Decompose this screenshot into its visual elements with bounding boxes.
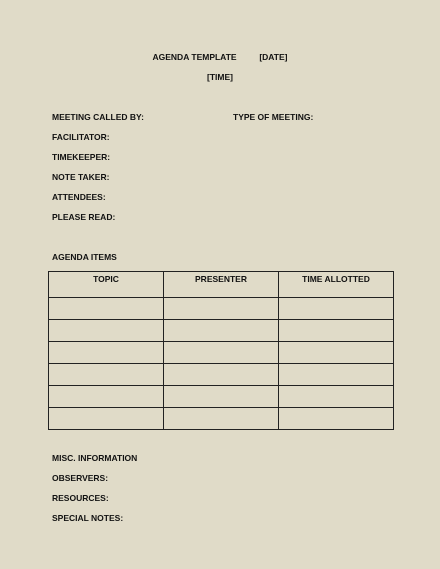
table-row <box>49 364 394 386</box>
timekeeper-label: TIMEKEEPER: <box>52 152 111 162</box>
table-cell <box>49 342 164 364</box>
type-of-meeting-label: TYPE OF MEETING: <box>233 112 314 122</box>
table-cell <box>279 408 394 430</box>
column-header-presenter: PRESENTER <box>164 272 279 298</box>
table-cell <box>49 386 164 408</box>
table-row <box>49 386 394 408</box>
table-row <box>49 298 394 320</box>
table-row <box>49 320 394 342</box>
title-row <box>0 52 440 62</box>
misc-information-label: MISC. INFORMATION <box>52 453 138 463</box>
table-cell <box>279 342 394 364</box>
date-placeholder: [DATE] <box>259 52 288 62</box>
table-cell <box>164 342 279 364</box>
table-cell <box>164 364 279 386</box>
table-cell <box>49 408 164 430</box>
table-cell <box>164 298 279 320</box>
table-row <box>49 408 394 430</box>
table-cell <box>279 320 394 342</box>
agenda-items-heading: AGENDA ITEMS <box>52 252 117 262</box>
table-cell <box>49 364 164 386</box>
time-placeholder <box>0 72 440 82</box>
facilitator-label: FACILITATOR: <box>52 132 110 142</box>
meeting-called-by-label: MEETING CALLED BY: <box>52 112 144 122</box>
table-cell <box>164 408 279 430</box>
please-read-label: PLEASE READ: <box>52 212 116 222</box>
resources-label: RESOURCES: <box>52 493 109 503</box>
table-cell <box>49 298 164 320</box>
table-cell <box>279 364 394 386</box>
note-taker-label: NOTE TAKER: <box>52 172 110 182</box>
table-cell <box>164 386 279 408</box>
agenda-header-row <box>49 272 394 298</box>
table-cell <box>279 386 394 408</box>
special-notes-label: SPECIAL NOTES: <box>52 513 124 523</box>
page-title: AGENDA TEMPLATE <box>152 52 237 62</box>
table-cell <box>279 298 394 320</box>
column-header-topic: TOPIC <box>49 272 164 298</box>
attendees-label: ATTENDEES: <box>52 192 106 202</box>
table-cell <box>164 320 279 342</box>
time-placeholder-text: [TIME] <box>207 72 233 82</box>
agenda-table <box>48 271 394 430</box>
table-cell <box>49 320 164 342</box>
observers-label: OBSERVERS: <box>52 473 109 483</box>
table-row <box>49 342 394 364</box>
column-header-time-allotted: TIME ALLOTTED <box>279 272 394 298</box>
